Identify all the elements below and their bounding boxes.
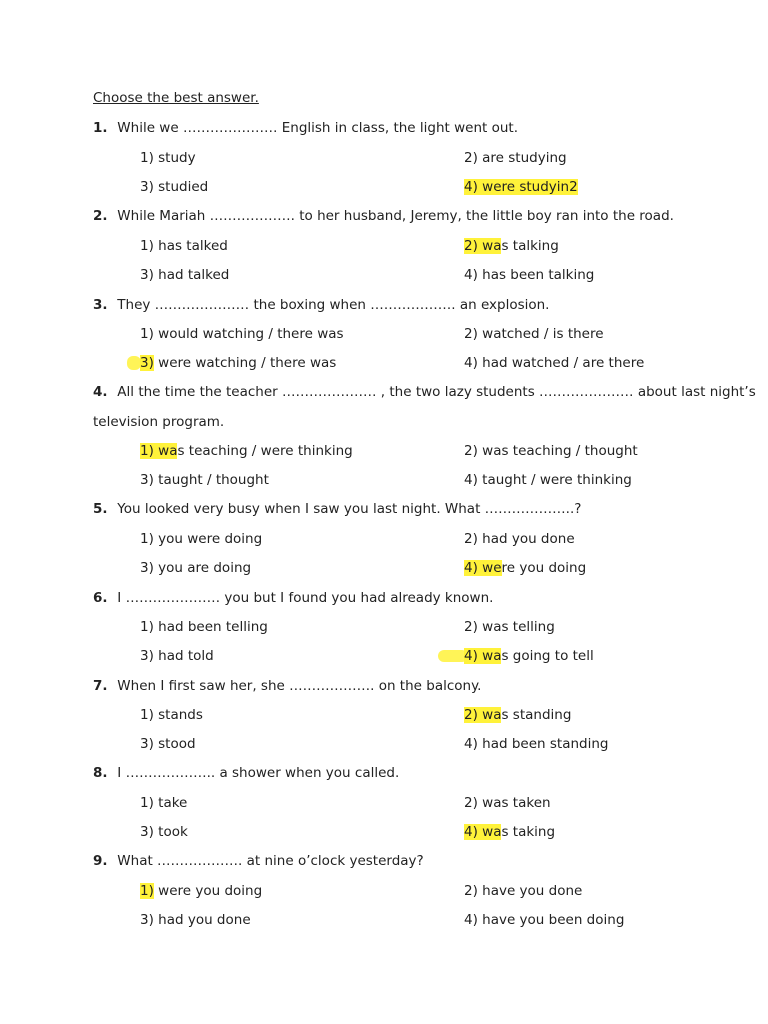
option-9-3[interactable]: 3) had you done (140, 912, 251, 928)
option-7-3[interactable]: 3) stood (140, 736, 196, 752)
question-1 (93, 120, 693, 136)
option-3-3[interactable]: 3) were watching / there was (140, 355, 337, 371)
question-4-continuation: television program. (93, 414, 225, 430)
question-8: 8. I ……………….. a shower when you called. (93, 765, 400, 781)
option-1-1[interactable]: 1) study (140, 150, 196, 166)
highlight-smear (127, 356, 141, 370)
option-7-2[interactable]: 2) was standing (464, 707, 572, 723)
question-7: 7. When I first saw her, she ………………. on the balcony. (93, 678, 482, 694)
option-8-1[interactable]: 1) take (140, 795, 188, 811)
question-9: 9. What ………………. at nine o’clock yesterday? (93, 853, 424, 869)
option-6-1[interactable]: 1) had been telling (140, 619, 268, 635)
question-text: While we ………………… English in class, the light went out. (117, 120, 519, 136)
option-7-4[interactable]: 4) had been standing (464, 736, 609, 752)
option-2-2[interactable]: 2) was talking (464, 238, 559, 254)
option-3-1[interactable]: 1) would watching / there was (140, 326, 344, 342)
option-4-4[interactable]: 4) taught / were thinking (464, 472, 632, 488)
option-7-1[interactable]: 1) stands (140, 707, 203, 723)
option-9-1[interactable]: 1) were you doing (140, 883, 263, 899)
option-3-4[interactable]: 4) had watched / are there (464, 355, 645, 371)
option-2-3[interactable]: 3) had talked (140, 267, 230, 283)
option-9-4[interactable]: 4) have you been doing (464, 912, 625, 928)
option-6-4[interactable]: 4) was going to tell (464, 648, 594, 664)
option-3-2[interactable]: 2) watched / is there (464, 326, 604, 342)
option-5-2[interactable]: 2) had you done (464, 531, 575, 547)
option-4-2[interactable]: 2) was teaching / thought (464, 443, 638, 459)
option-6-2[interactable]: 2) was telling (464, 619, 555, 635)
option-5-1[interactable]: 1) you were doing (140, 531, 263, 547)
option-6-3[interactable]: 3) had told (140, 648, 214, 664)
question-4: 4. All the time the teacher ………………… , the two lazy students ………………… about last night’s (93, 384, 756, 400)
question-2: 2. While Mariah ………………. to her husband, Jeremy, the little boy ran into the road. (93, 208, 674, 224)
option-8-2[interactable]: 2) was taken (464, 795, 551, 811)
question-number: 1. (93, 120, 108, 136)
option-4-1[interactable]: 1) was teaching / were thinking (140, 443, 353, 459)
option-2-4[interactable]: 4) has been talking (464, 267, 595, 283)
option-9-2[interactable]: 2) have you done (464, 883, 583, 899)
option-1-3[interactable]: 3) studied (140, 179, 209, 195)
worksheet-title: Choose the best answer. (93, 90, 259, 106)
question-3: 3. They ………………… the boxing when ………………. an explosion. (93, 297, 550, 313)
question-5: 5. You looked very busy when I saw you last night. What ………………..? (93, 501, 582, 517)
option-4-3[interactable]: 3) taught / thought (140, 472, 269, 488)
option-1-4[interactable]: 4) were studyin2 (464, 179, 578, 195)
question-6: 6. I ………………… you but I found you had already known. (93, 590, 494, 606)
option-8-4[interactable]: 4) was taking (464, 824, 556, 840)
option-1-2[interactable]: 2) are studying (464, 150, 567, 166)
option-2-1[interactable]: 1) has talked (140, 238, 228, 254)
option-5-4[interactable]: 4) were you doing (464, 560, 587, 576)
option-8-3[interactable]: 3) took (140, 824, 188, 840)
option-5-3[interactable]: 3) you are doing (140, 560, 252, 576)
